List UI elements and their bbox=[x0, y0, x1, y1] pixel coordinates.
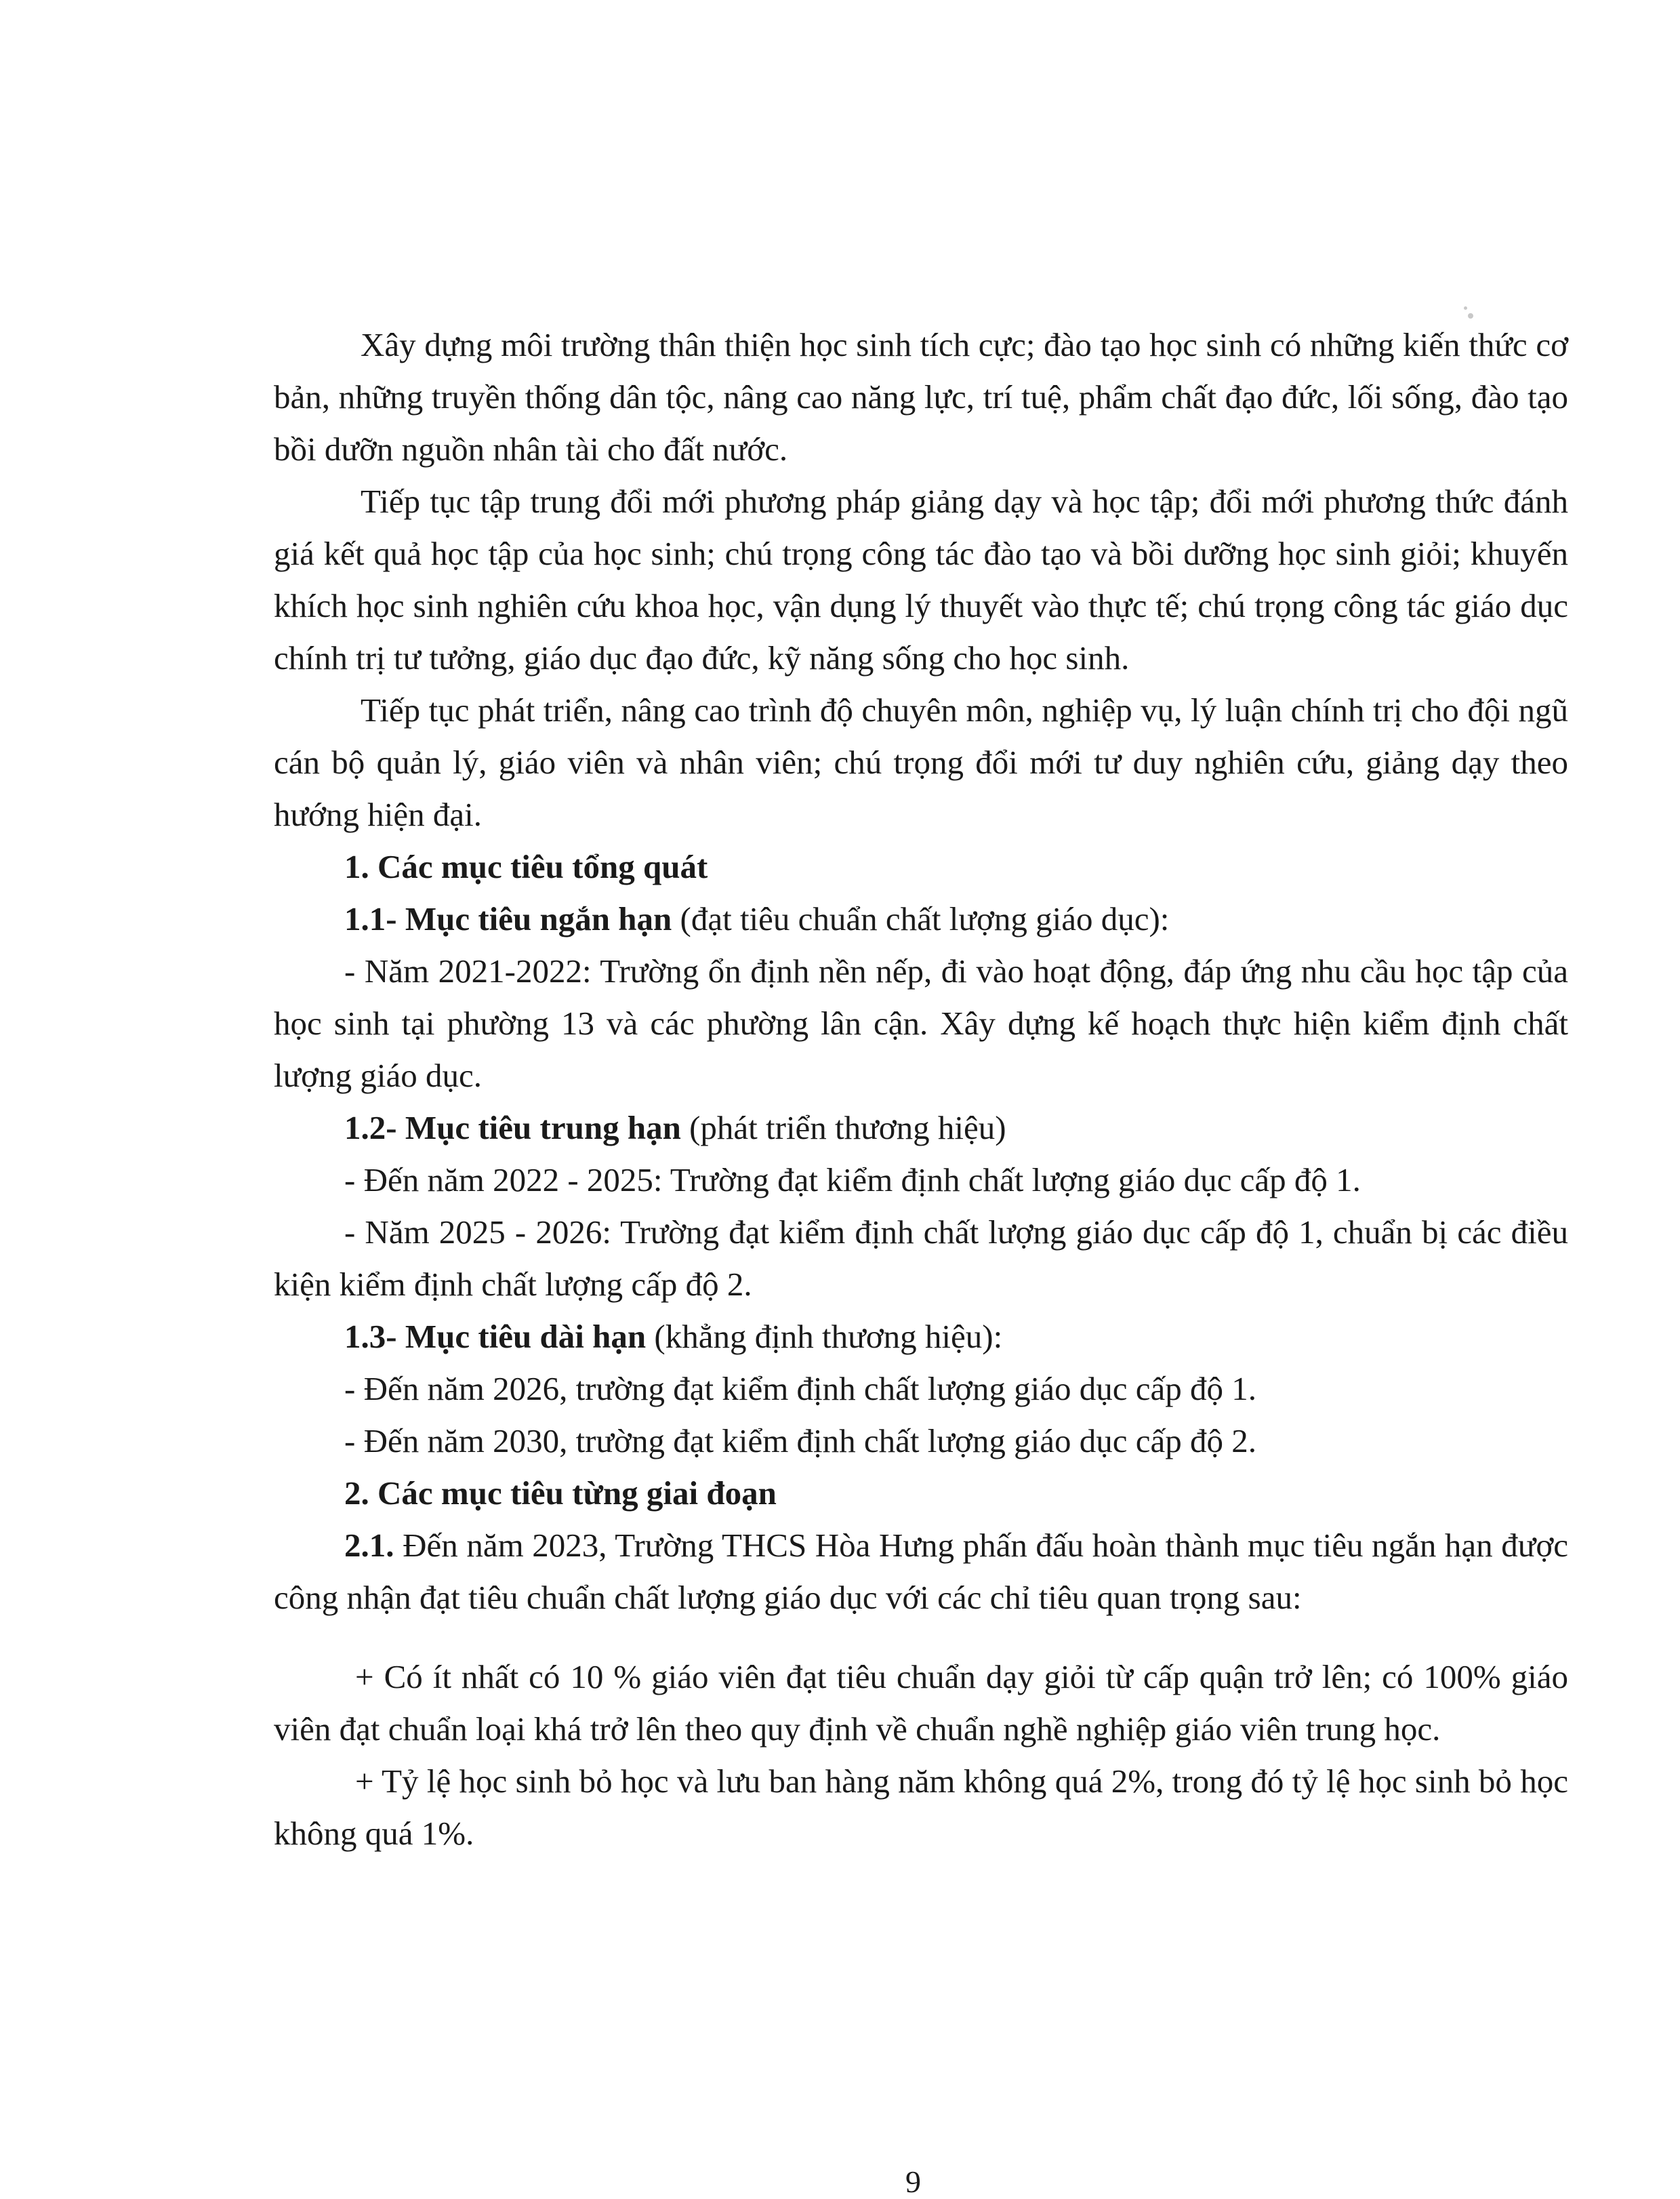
subsection-1-2-title: 1.2- Mục tiêu trung hạn bbox=[344, 1109, 681, 1146]
page-number: 9 bbox=[905, 2164, 921, 2199]
subsection-1-3 bbox=[274, 1310, 1568, 1363]
target-item: + Tỷ lệ học sinh bỏ học và lưu ban hàng năm không quá 2%, trong đó tỷ lệ học sinh bỏ học không quá 1%. bbox=[274, 1762, 1568, 1852]
scan-speck bbox=[1464, 306, 1467, 310]
goal-item: - Đến năm 2026, trường đạt kiểm định chất lượng giáo dục cấp độ 1. bbox=[344, 1370, 1256, 1407]
subsection-1-1-note: (đạt tiêu chuẩn chất lượng giáo dục): bbox=[672, 900, 1170, 937]
goal-item: - Đến năm 2022 - 2025: Trường đạt kiểm định chất lượng giáo dục cấp độ 1. bbox=[344, 1161, 1361, 1198]
paragraph-environment: Xây dựng môi trường thân thiện học sinh tích cực; đào tạo học sinh có những kiến thức cơ bản, những truyền thống dân tộc, nâng cao năng lực, trí tuệ, phẩm chất đạo đức, lối sống, đào tạo bồi dưỡn nguồn nhân tài cho đất nước. bbox=[274, 326, 1568, 468]
subsection-1-1 bbox=[274, 893, 1568, 945]
subsection-1-3-title: 1.3- Mục tiêu dài hạn bbox=[344, 1318, 647, 1355]
subsection-1-2-note: (phát triển thương hiệu) bbox=[680, 1109, 1006, 1146]
goal-item: - Đến năm 2030, trường đạt kiểm định chất lượng giáo dục cấp độ 2. bbox=[344, 1422, 1256, 1459]
section-1-heading: 1. Các mục tiêu tổng quát bbox=[344, 848, 708, 885]
subsection-2-1 bbox=[274, 1519, 1568, 1623]
document-body bbox=[274, 319, 1568, 1859]
paragraph-staff-development: Tiếp tục phát triển, nâng cao trình độ chuyên môn, nghiệp vụ, lý luận chính trị cho đội ngũ cán bộ quản lý, giáo viên và nhân viên; chú trọng đổi mới tư duy nghiên cứu, giảng dạy theo hướng hiện đại. bbox=[274, 691, 1568, 833]
section-2-heading: 2. Các mục tiêu từng giai đoạn bbox=[344, 1474, 777, 1512]
goal-item: - Năm 2025 - 2026: Trường đạt kiểm định chất lượng giáo dục cấp độ 1, chuẩn bị các điều kiện kiểm định chất lượng cấp độ 2. bbox=[274, 1213, 1568, 1303]
subsection-2-1-number: 2.1. bbox=[344, 1527, 394, 1564]
spacer bbox=[274, 1623, 1568, 1651]
paragraph-teaching-innovation: Tiếp tục tập trung đổi mới phương pháp giảng dạy và học tập; đổi mới phương thức đánh giá kết quả học tập của học sinh; chú trọng công tác đào tạo và bồi dưỡng học sinh giỏi; khuyến khích học sinh nghiên cứu khoa học, vận dụng lý thuyết vào thực tế; chú trọng công tác giáo dục chính trị tư tưởng, giáo dục đạo đức, kỹ năng sống cho học sinh. bbox=[274, 483, 1568, 677]
goal-item: - Năm 2021-2022: Trường ổn định nền nếp, đi vào hoạt động, đáp ứng nhu cầu học tập của học sinh tại phường 13 và các phường lân cận. Xây dựng kế hoạch thực hiện kiểm định chất lượng giáo dục. bbox=[274, 952, 1568, 1094]
subsection-2-1-text: Đến năm 2023, Trường THCS Hòa Hưng phấn đấu hoàn thành mục tiêu ngắn hạn được công nhận đạt tiêu chuẩn chất lượng giáo dục với các chỉ tiêu quan trọng sau: bbox=[274, 1527, 1568, 1616]
subsection-1-3-note: (khẳng định thương hiệu): bbox=[646, 1318, 1003, 1355]
target-item: + Có ít nhất có 10 % giáo viên đạt tiêu chuẩn dạy giỏi từ cấp quận trở lên; có 100% giáo viên đạt chuẩn loại khá trở lên theo quy định về chuẩn nghề nghiệp giáo viên trung học. bbox=[274, 1658, 1568, 1748]
subsection-1-1-title: 1.1- Mục tiêu ngắn hạn bbox=[344, 900, 672, 937]
subsection-1-2 bbox=[274, 1102, 1568, 1154]
scan-speck bbox=[1468, 313, 1473, 319]
